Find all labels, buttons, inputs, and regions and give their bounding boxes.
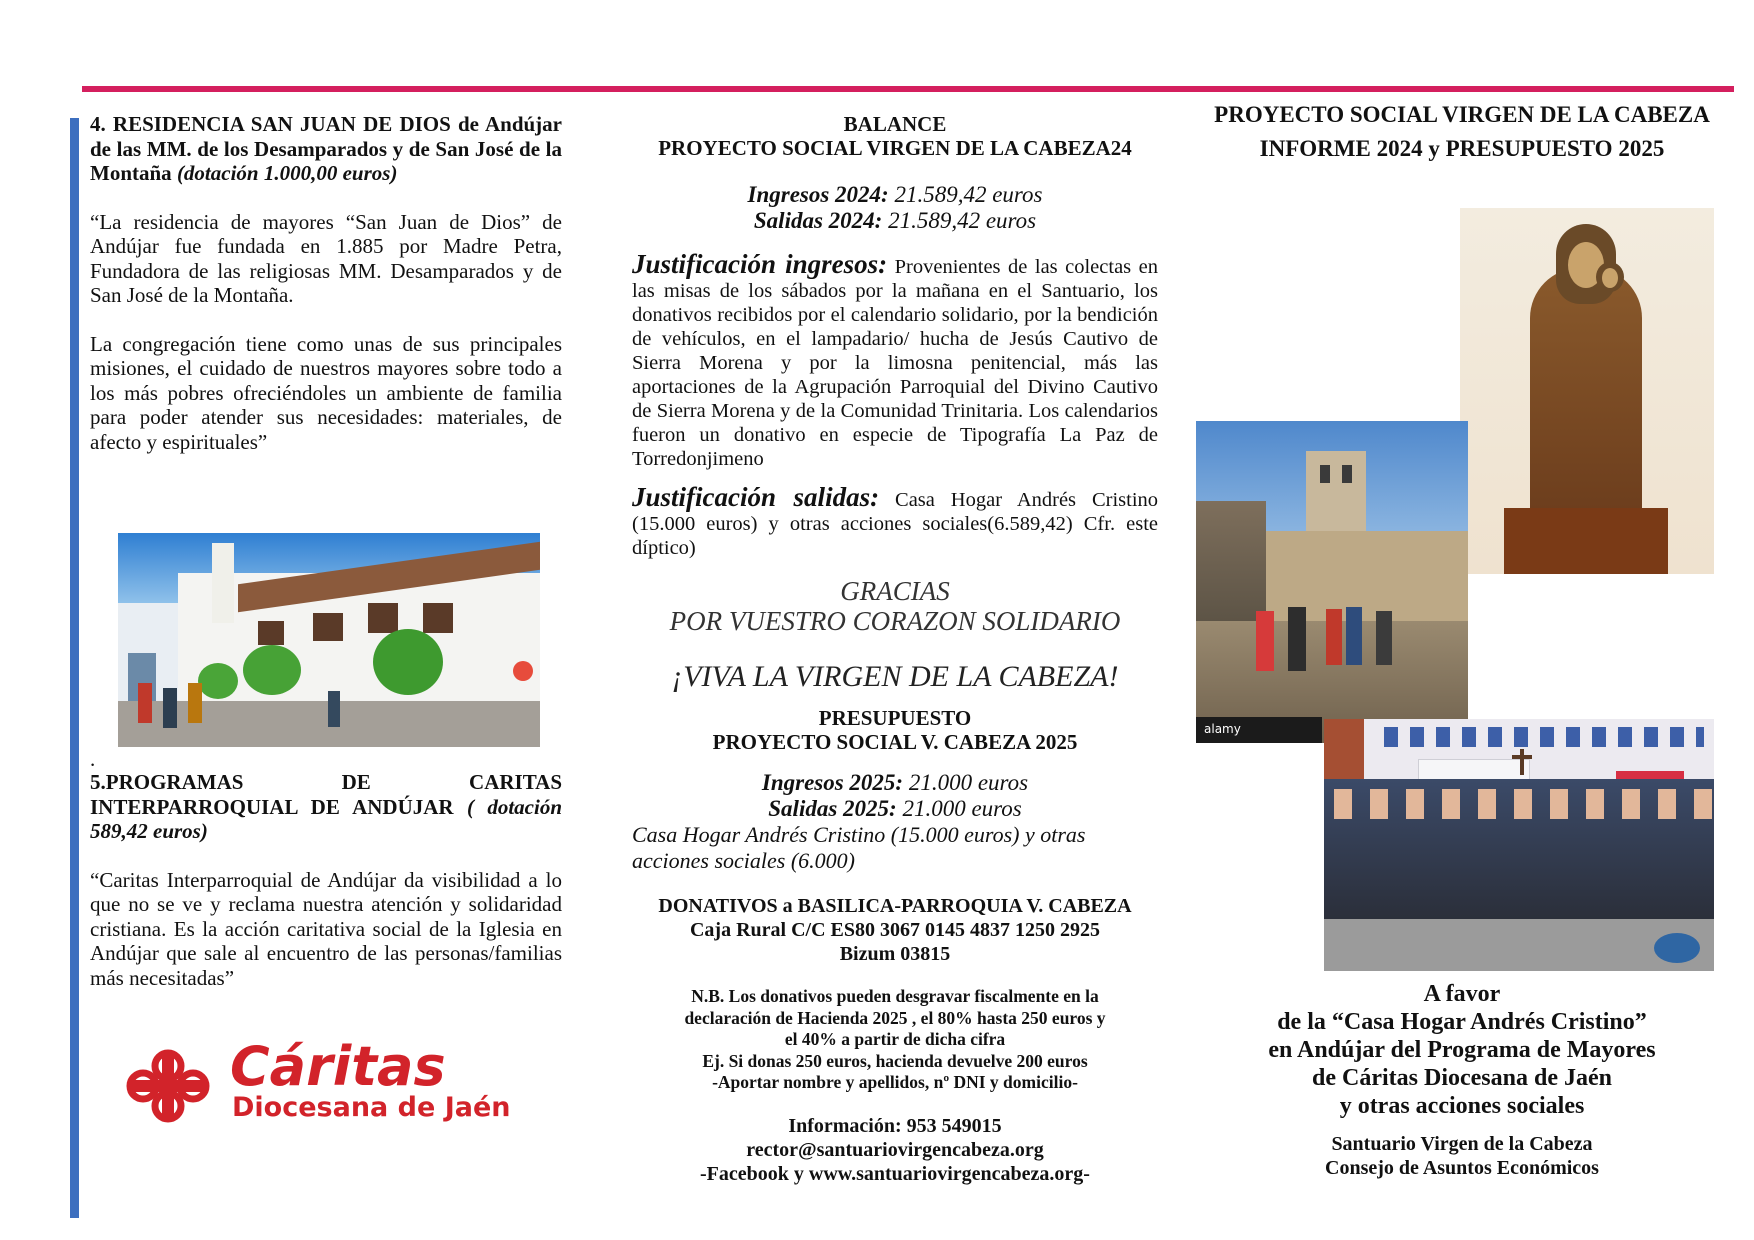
- logo-caritas-text: Cáritas: [230, 1035, 446, 1098]
- section5-paragraph: “Caritas Interparroquial de Andújar da visibilidad a lo que no se ve y reclama nuestra atención y solidaridad cristiana. Es la acción caritativa social de la Iglesia en Andújar que sale al encuentro de las personas/familias más necesitadas”: [90, 867, 562, 990]
- section5-title: 5.PROGRAMAS DE CARITAS INTERPARROQUIAL DE ANDÚJAR: [90, 770, 562, 819]
- caritas-cross-icon: [118, 1046, 218, 1126]
- separator-dot: .: [90, 747, 96, 771]
- balance-subtitle: PROYECTO SOCIAL VIRGEN DE LA CABEZA24: [658, 136, 1132, 160]
- sanctuary-pilgrims-photo: [1196, 421, 1468, 743]
- presupuesto-title: PRESUPUESTO: [818, 706, 972, 730]
- salidas-2024-label: Salidas 2024:: [753, 208, 883, 233]
- ingresos-2025: [632, 770, 1158, 796]
- ingresos-2024-value: 21.589,42 euros: [894, 182, 1043, 207]
- middle-column: [632, 112, 1158, 1186]
- balance-title: BALANCE: [843, 112, 947, 136]
- santuario-line: Santuario Virgen de la Cabeza: [1331, 1133, 1593, 1155]
- salidas-2025-label: Salidas 2025:: [768, 796, 897, 821]
- ingresos-2024: [632, 182, 1158, 208]
- residence-photo: [118, 533, 540, 747]
- favor-line-3: en Andújar del Programa de Mayores: [1268, 1037, 1656, 1063]
- favor-line-2: de la “Casa Hogar Andrés Cristino”: [1277, 1009, 1647, 1035]
- info-web: -Facebook y www.santuariovirgencabeza.org-: [700, 1162, 1090, 1185]
- logo-diocesana-text: Diocesana de Jaén: [232, 1092, 511, 1123]
- group-photo: [1324, 719, 1714, 971]
- justificacion-salidas-label: Justificación salidas:: [632, 482, 880, 512]
- ingresos-2025-value: 21.000 euros: [908, 770, 1029, 795]
- left-column: [90, 112, 562, 454]
- top-magenta-rule: [82, 86, 1734, 92]
- info-email: rector@santuariovirgencabeza.org: [746, 1138, 1044, 1161]
- info-phone: Información: 953 549015: [788, 1114, 1002, 1137]
- justificacion-ingresos-text: Provenientes de las colectas en las misas de los sábados por la mañana en el Santuario, los donativos recibidos por el calendario solidario, por la bendición de vehículos, en el lampadario/ hucha de Jesús Cautivo de Sierra Morena y por la limosna penitencial, más las aportaciones de la Agrupación Parroquial del Divino Cautivo de Sierra Morena y de la Comunidad Trinitaria. Los calendarios fueron un donativo en especie de Tipografía La Paz de Torredonjimeno: [632, 256, 1158, 470]
- section4-dotacion: (dotación 1.000,00 euros): [176, 161, 398, 185]
- casa-hogar-budget: Casa Hogar Andrés Cristino (15.000 euros) y otras acciones sociales (6.000): [632, 822, 1086, 873]
- right-column-footer: [1192, 980, 1732, 1180]
- section5-dotacion: ( dotación 589,42 euros): [90, 794, 563, 843]
- virgin-statue-photo: [1460, 208, 1714, 574]
- alamy-watermark: alamy: [1204, 722, 1241, 736]
- right-column-header: [1192, 98, 1732, 166]
- left-blue-rule: [70, 118, 79, 1218]
- ingresos-2024-label: Ingresos 2024:: [747, 182, 889, 207]
- section4-heading: [90, 112, 562, 186]
- donativos-line: DONATIVOS a BASILICA-PARROQUIA V. CABEZA: [658, 895, 1132, 917]
- nb-line-5: -Aportar nombre y apellidos, nº DNI y domicilio-: [712, 1072, 1078, 1092]
- salidas-2024: [632, 208, 1158, 234]
- section4-paragraph-1: “La residencia de mayores “San Juan de Dios” de Andújar fue fundada en 1.885 por Madre Petra, Fundadora de las religiosas MM. Desamparados y de San José de la Montaña.: [90, 209, 562, 307]
- right-title-2: INFORME 2024 y PRESUPUESTO 2025: [1259, 136, 1665, 161]
- consejo-line: Consejo de Asuntos Económicos: [1325, 1157, 1599, 1179]
- bank-account: Caja Rural C/C ES80 3067 0145 4837 1250 2925: [689, 919, 1100, 941]
- salidas-2025: [632, 796, 1158, 822]
- justificacion-salidas: [632, 482, 1159, 560]
- salidas-2024-value: 21.589,42 euros: [888, 208, 1037, 233]
- bizum: Bizum 03815: [839, 943, 951, 965]
- caritas-logo: [118, 1035, 538, 1126]
- favor-line-1: A favor: [1423, 981, 1501, 1007]
- justificacion-salidas-text: Casa Hogar Andrés Cristino (15.000 euros) y otras acciones sociales(6.589,42) Cfr. este díptico): [632, 489, 1159, 559]
- justificacion-ingresos-label: Justificación ingresos:: [632, 249, 888, 279]
- section4-paragraph-2: La congregación tiene como unas de sus principales misiones, el cuidado de nuestros mayores sobre todo a los más pobres ofreciéndoles un ambiente de familia para poder atender sus necesidades: materiales, de afecto y espirituales”: [90, 331, 562, 454]
- nb-line-2: declaración de Hacienda 2025 , el 80% hasta 250 euros y: [684, 1007, 1106, 1028]
- viva-virgen: ¡VIVA LA VIRGEN DE LA CABEZA!: [671, 660, 1119, 693]
- favor-line-5: y otras acciones sociales: [1339, 1093, 1585, 1119]
- ingresos-2025-label: Ingresos 2025:: [761, 770, 904, 795]
- nb-line-4: Ej. Si donas 250 euros, hacienda devuelve 200 euros: [702, 1050, 1088, 1071]
- corazon-solidario-line: POR VUESTRO CORAZON SOLIDARIO: [669, 606, 1121, 636]
- gracias-line: GRACIAS: [840, 576, 950, 606]
- section5-heading: [90, 770, 562, 844]
- section4-title: 4. RESIDENCIA SAN JUAN DE DIOS de Andújar de las MM. de los Desamparados y de San José de la Montaña: [90, 112, 562, 185]
- left-column-lower: [90, 747, 563, 990]
- nb-line-1: N.B. Los donativos pueden desgravar fiscalmente en la: [691, 986, 1099, 1006]
- salidas-2025-value: 21.000 euros: [902, 796, 1022, 821]
- favor-line-4: de Cáritas Diocesana de Jaén: [1312, 1065, 1612, 1091]
- justificacion-ingresos: [632, 249, 1158, 471]
- right-title-1: PROYECTO SOCIAL VIRGEN DE LA CABEZA: [1214, 102, 1710, 127]
- presupuesto-subtitle: PROYECTO SOCIAL V. CABEZA 2025: [712, 730, 1078, 754]
- nb-line-3: el 40% a partir de dicha cifra: [784, 1029, 1006, 1049]
